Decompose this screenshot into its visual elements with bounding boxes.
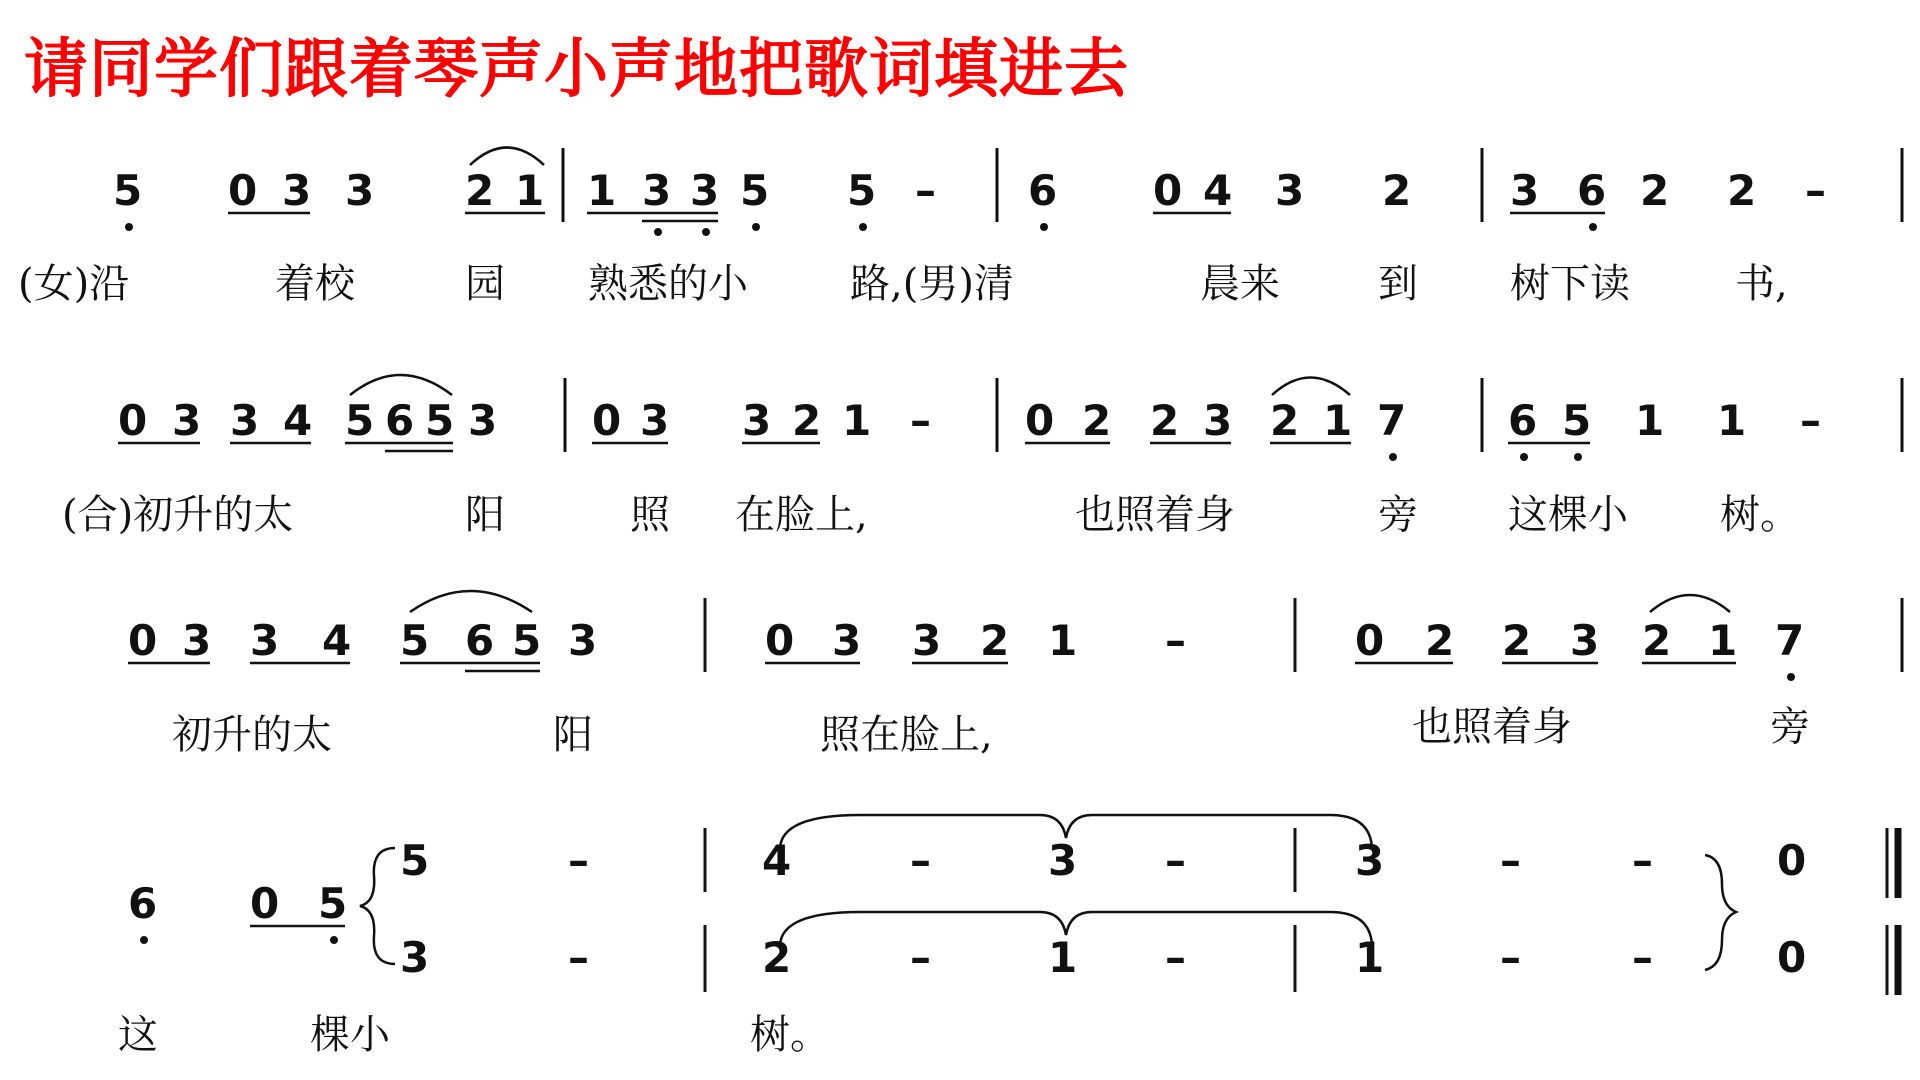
lyric: 旁 — [1770, 704, 1810, 750]
note: 4 — [283, 396, 313, 445]
note: 3 — [1203, 396, 1233, 445]
low-dot — [1589, 223, 1597, 231]
note: 4 — [322, 616, 352, 665]
note: 1 — [1048, 933, 1078, 982]
note: 0 — [118, 396, 148, 445]
note: 0 — [1777, 933, 1807, 982]
dash: – — [1632, 836, 1653, 885]
note: 2 — [1502, 616, 1532, 665]
lyric: 在脸上, — [735, 492, 868, 538]
note: 1 — [1717, 396, 1747, 445]
note: 5 — [1562, 396, 1592, 445]
note: 5 — [318, 879, 348, 928]
lyric: 路,(男)清 — [850, 261, 1014, 307]
note: 2 — [792, 396, 822, 445]
note: 1 — [1708, 616, 1738, 665]
dash: – — [915, 166, 936, 215]
lyric: 树下读 — [1510, 261, 1630, 307]
dash: – — [1632, 933, 1653, 982]
note: 6 — [1577, 166, 1607, 215]
lyric: 棵小 — [310, 1012, 390, 1058]
lyric: 着校 — [275, 261, 355, 307]
note: 5 — [400, 836, 430, 885]
low-dot — [859, 223, 867, 231]
low-dot — [702, 228, 710, 236]
low-dot — [1574, 453, 1582, 461]
lyric: 也照着身 — [1412, 704, 1572, 750]
dash: – — [1500, 933, 1521, 982]
note: 3 — [172, 396, 202, 445]
note: 2 — [1150, 396, 1180, 445]
low-dot — [140, 936, 148, 944]
note: 3 — [742, 396, 772, 445]
low-dot — [752, 223, 760, 231]
score-row-3 — [128, 591, 1902, 758]
note: 5 — [113, 166, 143, 215]
note: 5 — [425, 396, 455, 445]
lyric: 也照着身 — [1075, 492, 1235, 538]
note: 0 — [1777, 836, 1807, 885]
lyric: 初升的太 — [172, 712, 332, 758]
lyric: 熟悉的小 — [588, 261, 748, 307]
lyric: 这 — [118, 1012, 158, 1058]
note: 0 — [765, 616, 795, 665]
note: 3 — [832, 616, 862, 665]
note: 0 — [1153, 166, 1183, 215]
note: 4 — [1203, 166, 1233, 215]
note: 7 — [1775, 616, 1805, 665]
slur — [1272, 378, 1350, 396]
slur — [350, 375, 452, 395]
note: 3 — [1355, 836, 1385, 885]
dash: – — [910, 836, 931, 885]
note: 1 — [842, 396, 872, 445]
note: 1 — [1635, 396, 1665, 445]
low-dot — [1389, 453, 1397, 461]
lyric: 树。 — [1720, 492, 1800, 538]
note: 3 — [468, 396, 498, 445]
note: 3 — [1570, 616, 1600, 665]
low-dot — [125, 223, 133, 231]
note: 3 — [912, 616, 942, 665]
low-dot — [330, 936, 338, 944]
note: 3 — [250, 616, 280, 665]
note: 2 — [465, 166, 495, 215]
dash: – — [1165, 836, 1186, 885]
low-dot — [1787, 673, 1795, 681]
slur — [410, 591, 532, 612]
note: 1 — [515, 166, 545, 215]
note: 6 — [465, 616, 495, 665]
dash: – — [568, 836, 589, 885]
lyric: (女)沿 — [18, 261, 130, 307]
note: 6 — [1028, 166, 1058, 215]
note: 2 — [980, 616, 1010, 665]
note: 3 — [1048, 836, 1078, 885]
lyric: 书, — [1735, 261, 1788, 307]
low-dot — [1520, 453, 1528, 461]
note: 3 — [282, 166, 312, 215]
note: 2 — [1382, 166, 1412, 215]
note: 3 — [1275, 166, 1305, 215]
dash: – — [1500, 836, 1521, 885]
note: 0 — [1355, 616, 1385, 665]
dash: – — [1805, 166, 1826, 215]
dash: – — [910, 933, 931, 982]
note: 3 — [345, 166, 375, 215]
lyric: 阳 — [465, 492, 505, 538]
note: 0 — [592, 396, 622, 445]
note: 3 — [642, 166, 672, 215]
note: 5 — [512, 616, 542, 665]
note: 0 — [128, 616, 158, 665]
note: 1 — [1048, 616, 1078, 665]
note: 6 — [1508, 396, 1538, 445]
page-title: 请同学们跟着琴声小声地把歌词填进去 — [24, 33, 1129, 107]
slur — [470, 148, 544, 166]
note: 6 — [128, 879, 158, 928]
note: 5 — [847, 166, 877, 215]
right-brace — [1705, 855, 1736, 970]
note: 7 — [1377, 396, 1407, 445]
note: 2 — [1270, 396, 1300, 445]
lyric: 旁 — [1378, 492, 1418, 538]
note: 5 — [740, 166, 770, 215]
lyric: 这棵小 — [1508, 492, 1628, 538]
note: 1 — [1355, 933, 1385, 982]
dash: – — [910, 396, 931, 445]
score-row-1 — [18, 148, 1902, 308]
note: 2 — [1082, 396, 1112, 445]
lyric: 照 — [630, 492, 670, 538]
note: 3 — [1510, 166, 1540, 215]
lyric: 照在脸上, — [820, 712, 993, 758]
note: 3 — [640, 396, 670, 445]
note: 2 — [1727, 166, 1757, 215]
dash: – — [1165, 616, 1186, 665]
lyric: 阳 — [553, 712, 593, 758]
note: 2 — [762, 933, 792, 982]
note: 1 — [1323, 396, 1353, 445]
lyric: 晨来 — [1200, 261, 1280, 307]
note: 0 — [1025, 396, 1055, 445]
note: 5 — [345, 396, 375, 445]
note: 2 — [1640, 166, 1670, 215]
lyric: 树。 — [750, 1012, 830, 1058]
score-row-4 — [118, 815, 1898, 1058]
slur — [1650, 595, 1730, 612]
note: 3 — [182, 616, 212, 665]
dash: – — [1800, 396, 1821, 445]
low-dot — [1040, 223, 1048, 231]
note: 2 — [1425, 616, 1455, 665]
note: 0 — [250, 879, 280, 928]
note: 4 — [762, 836, 792, 885]
note: 3 — [230, 396, 260, 445]
note: 3 — [690, 166, 720, 215]
lyric: 到 — [1378, 261, 1418, 307]
lyric: (合)初升的太 — [62, 492, 294, 538]
left-brace — [360, 848, 395, 964]
note: 6 — [385, 396, 415, 445]
low-dot — [654, 228, 662, 236]
note: 1 — [587, 166, 617, 215]
dash: – — [568, 933, 589, 982]
note: 5 — [400, 616, 430, 665]
lyric: 园 — [465, 261, 505, 307]
score-row-2 — [62, 375, 1902, 538]
dash: – — [1165, 933, 1186, 982]
note: 3 — [400, 933, 430, 982]
note: 3 — [568, 616, 598, 665]
note: 2 — [1642, 616, 1672, 665]
note: 0 — [228, 166, 258, 215]
